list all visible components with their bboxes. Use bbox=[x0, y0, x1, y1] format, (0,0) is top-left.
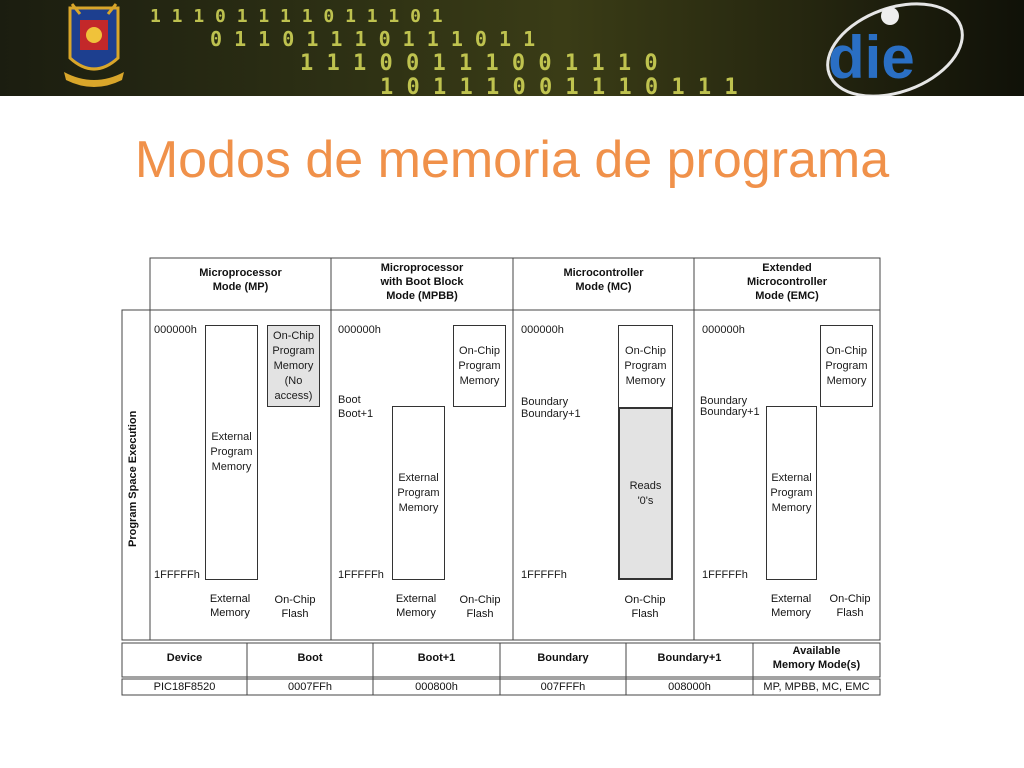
address-label: 1FFFFFh bbox=[702, 569, 748, 581]
table-header-boundary: Boundary bbox=[537, 652, 589, 664]
address-label: Boundary bbox=[700, 395, 748, 407]
binary-row: 1 0 1 1 1 0 0 1 1 1 0 1 1 1 bbox=[380, 75, 738, 96]
address-label: 1FFFFFh bbox=[338, 569, 384, 581]
caption-external-memory: External Memory bbox=[770, 593, 812, 619]
table-header-available-modes: Available Memory Mode(s) bbox=[772, 645, 861, 671]
binary-row: 1 1 1 0 1 1 1 1 0 1 1 1 0 1 bbox=[150, 6, 443, 27]
address-label: 1FFFFFh bbox=[154, 569, 200, 581]
table-cell-boot-plus-1: 000800h bbox=[415, 681, 458, 693]
external-program-memory-box: External Program Memory bbox=[205, 325, 258, 580]
address-label: 000000h bbox=[338, 324, 381, 336]
table-cell-boot: 0007FFh bbox=[287, 681, 333, 693]
table-header-boot-plus-1: Boot+1 bbox=[417, 652, 456, 664]
onchip-program-memory-box: On-Chip Program Memory bbox=[618, 325, 673, 408]
table-header-boundary-plus-1: Boundary+1 bbox=[657, 652, 722, 664]
caption-external-memory: External Memory bbox=[209, 593, 251, 619]
caption-onchip-flash: On-Chip Flash bbox=[459, 594, 501, 620]
external-program-memory-box: External Program Memory bbox=[392, 406, 445, 580]
binary-row: 0 1 1 0 1 1 1 0 1 1 1 0 1 1 bbox=[210, 27, 536, 51]
caption-onchip-flash: On-Chip Flash bbox=[829, 593, 871, 619]
external-program-memory-box: External Program Memory bbox=[766, 406, 817, 580]
address-label: 000000h bbox=[154, 324, 197, 336]
reads-zeros-box: Reads '0's bbox=[618, 407, 673, 580]
table-header-device: Device bbox=[166, 652, 203, 664]
university-crest-logo bbox=[64, 4, 124, 87]
die-logo-text: die bbox=[828, 24, 915, 91]
onchip-program-memory-box: On-Chip Program Memory (No access) bbox=[267, 325, 320, 407]
address-label: 000000h bbox=[702, 324, 745, 336]
address-label: Boot bbox=[338, 394, 361, 406]
caption-external-memory: External Memory bbox=[395, 593, 437, 619]
address-label: 000000h bbox=[521, 324, 564, 336]
address-label: 1FFFFFh bbox=[521, 569, 567, 581]
onchip-program-memory-box: On-Chip Program Memory bbox=[820, 325, 873, 407]
address-label: Boundary bbox=[521, 396, 569, 408]
address-label: Boundary+1 bbox=[521, 408, 581, 420]
table-cell-boundary-plus-1: 008000h bbox=[668, 681, 711, 693]
table-cell-boundary: 007FFFh bbox=[540, 681, 586, 693]
side-label: Program Space Execution bbox=[127, 410, 139, 547]
address-label: Boot+1 bbox=[338, 408, 374, 420]
page-title: Modos de memoria de programa bbox=[134, 131, 890, 189]
caption-onchip-flash: On-Chip Flash bbox=[624, 594, 666, 620]
address-label: Boundary+1 bbox=[700, 406, 760, 418]
caption-onchip-flash: On-Chip Flash bbox=[274, 594, 316, 620]
binary-row: 1 1 1 0 0 1 1 1 0 0 1 1 1 0 bbox=[300, 51, 658, 76]
header-banner bbox=[0, 0, 1024, 96]
table-cell-device: PIC18F8520 bbox=[153, 681, 216, 693]
onchip-program-memory-box: On-Chip Program Memory bbox=[453, 325, 506, 407]
die-logo bbox=[815, 0, 975, 96]
mode-header-mpbb: Microprocessor with Boot Block Mode (MPBB) bbox=[380, 262, 464, 302]
mode-header-mc: Microcontroller Mode (MC) bbox=[563, 267, 644, 293]
mode-header-mp: Microprocessor Mode (MP) bbox=[199, 267, 282, 293]
table-header-boot: Boot bbox=[297, 652, 323, 664]
mode-header-emc: Extended Microcontroller Mode (EMC) bbox=[746, 262, 828, 302]
table-cell-available-modes: MP, MPBB, MC, EMC bbox=[763, 681, 870, 693]
binary-background bbox=[0, 0, 1024, 96]
